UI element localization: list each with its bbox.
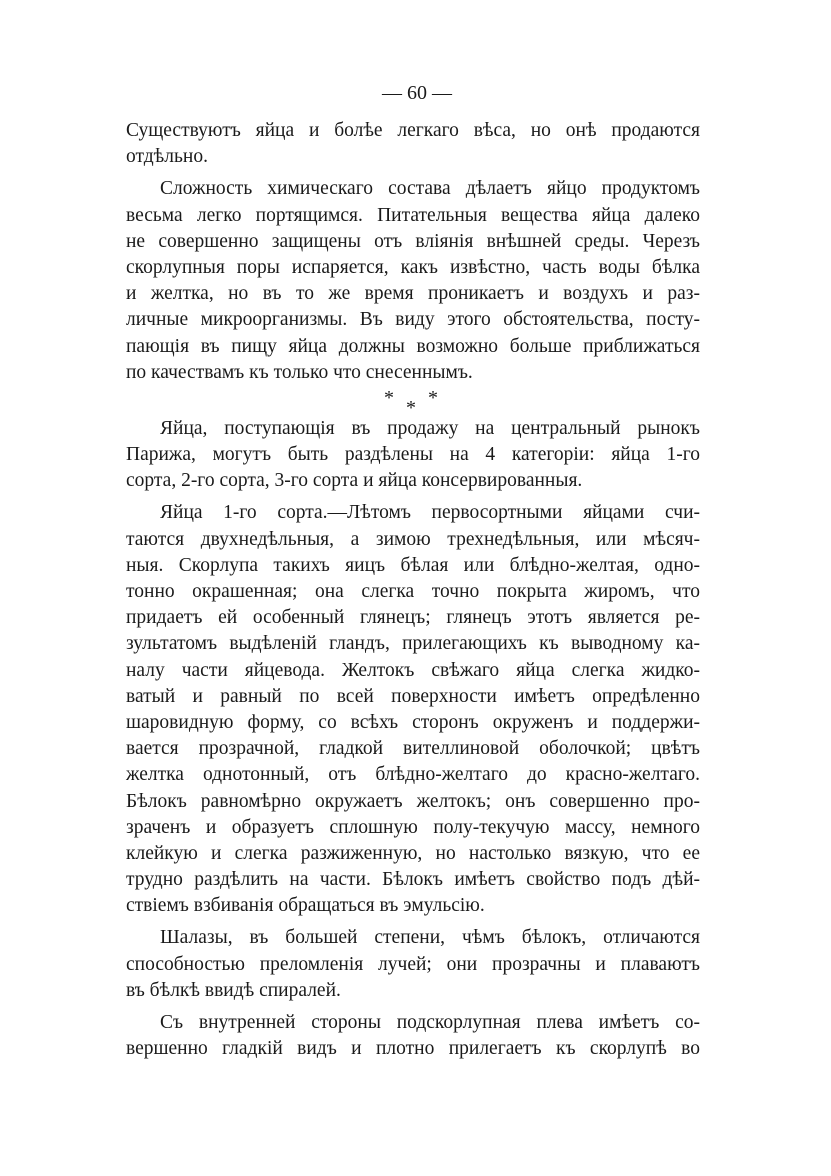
paragraph-chemical-composition xyxy=(126,176,700,386)
text-line: по качествамъ къ только что снесеннымъ. xyxy=(126,361,473,383)
asterisk-glyph: * xyxy=(384,386,394,409)
text-line: клейкую и слегка разжиженную, но настолько вязкую, что ее xyxy=(126,842,700,864)
text-line: Бѣлокъ равномѣрно окружаетъ желтокъ; онъ совершенно про- xyxy=(126,790,700,812)
text-line: таются двухнедѣльныя, а зимою трехнедѣльныя, или мѣсяч- xyxy=(126,528,700,550)
book-page xyxy=(126,78,700,1068)
text-line: вершенно гладкій видъ и плотно прилегаетъ къ скорлупѣ во xyxy=(126,1038,700,1060)
text-line: и желтка, но въ то же время проникаетъ и воздухъ и раз- xyxy=(126,283,700,305)
page-number: — 60 — xyxy=(382,82,452,104)
text-line: личные микроорганизмы. Въ виду этого обстоятельства, посту- xyxy=(126,309,700,331)
text-line: способностью преломленія лучей; они прозрачны и плаваютъ xyxy=(126,953,700,975)
text-line: скорлупныя поры испаряется, какъ извѣстно, часть воды бѣлка xyxy=(126,256,700,278)
text-line: зультатомъ выдѣленій гландъ, прилегающихъ къ выводному ка- xyxy=(126,633,700,655)
text-line: трудно раздѣлить на части. Бѣлокъ имѣетъ свойство подъ дѣй- xyxy=(126,869,700,891)
text-line: вается прозрачной, гладкой вителлиновой оболочкой; цвѣтъ xyxy=(126,738,700,760)
section-break-asterism xyxy=(126,386,700,419)
asterisk-glyph: * xyxy=(428,386,438,409)
text-line: ватый и равный по всей поверхности имѣетъ опредѣленно xyxy=(126,685,700,707)
asterisk-glyph: * xyxy=(406,396,416,419)
text-line: Яйца, поступающія въ продажу на центральный рынокъ xyxy=(160,417,700,439)
text-line: ствіемъ взбиванія обращаться въ эмульсію. xyxy=(126,895,485,917)
text-line: Яйца 1-го сорта.—Лѣтомъ первосортными яйцами счи- xyxy=(160,502,700,524)
text-line: пающія въ пищу яйца должны возможно больше приближаться xyxy=(126,335,700,357)
paragraph-membrane xyxy=(126,1010,700,1062)
text-line: Существуютъ яйца и болѣе легкаго вѣса, но онѣ продаются xyxy=(126,120,700,141)
paragraph-chalazae xyxy=(126,925,700,1004)
text-line: зраченъ и образуетъ сплошную полу-текучую массу, немного xyxy=(126,816,700,838)
text-line: не совершенно защищены отъ вліянія внѣшней среды. Черезъ xyxy=(126,230,700,252)
text-line: Шалазы, въ большей степени, чѣмъ бѣлокъ, отличаются xyxy=(160,927,700,949)
text-line: Сложность химическаго состава дѣлаетъ яйцо продуктомъ xyxy=(160,178,700,200)
text-line: шаровидную форму, со всѣхъ сторонъ окруженъ и поддержи- xyxy=(126,711,700,733)
text-line: отдѣльно. xyxy=(126,146,208,168)
text-line: въ бѣлкѣ ввидѣ спиралей. xyxy=(126,979,341,1001)
paragraph-categories xyxy=(126,416,700,495)
text-line: тонно окрашенная; она слегка точно покрыта жиромъ, что xyxy=(126,581,700,602)
text-line: налу части яйцевода. Желтокъ свѣжаго яйца слегка жидко- xyxy=(126,659,700,681)
paragraph-first-grade xyxy=(126,500,700,919)
text-line: Парижа, могутъ быть раздѣлены на 4 категоріи: яйца 1-го xyxy=(126,444,700,466)
text-line: ныя. Скорлупа такихъ яицъ бѣлая или блѣдно-желтая, одно- xyxy=(126,554,700,576)
text-line: придаетъ ей особенный глянецъ; глянецъ этотъ является ре- xyxy=(126,607,700,629)
text-line: Съ внутренней стороны подскорлупная плева имѣетъ со- xyxy=(160,1012,700,1033)
paragraph-continuation xyxy=(126,118,700,170)
text-line: сорта, 2-го сорта, 3-го сорта и яйца консервированныя. xyxy=(126,470,583,492)
text-line: весьма легко портящимся. Питательныя вещества яйца далеко xyxy=(126,204,700,226)
text-line: желтка однотонный, отъ блѣдно-желтаго до красно-желтаго. xyxy=(126,764,700,786)
